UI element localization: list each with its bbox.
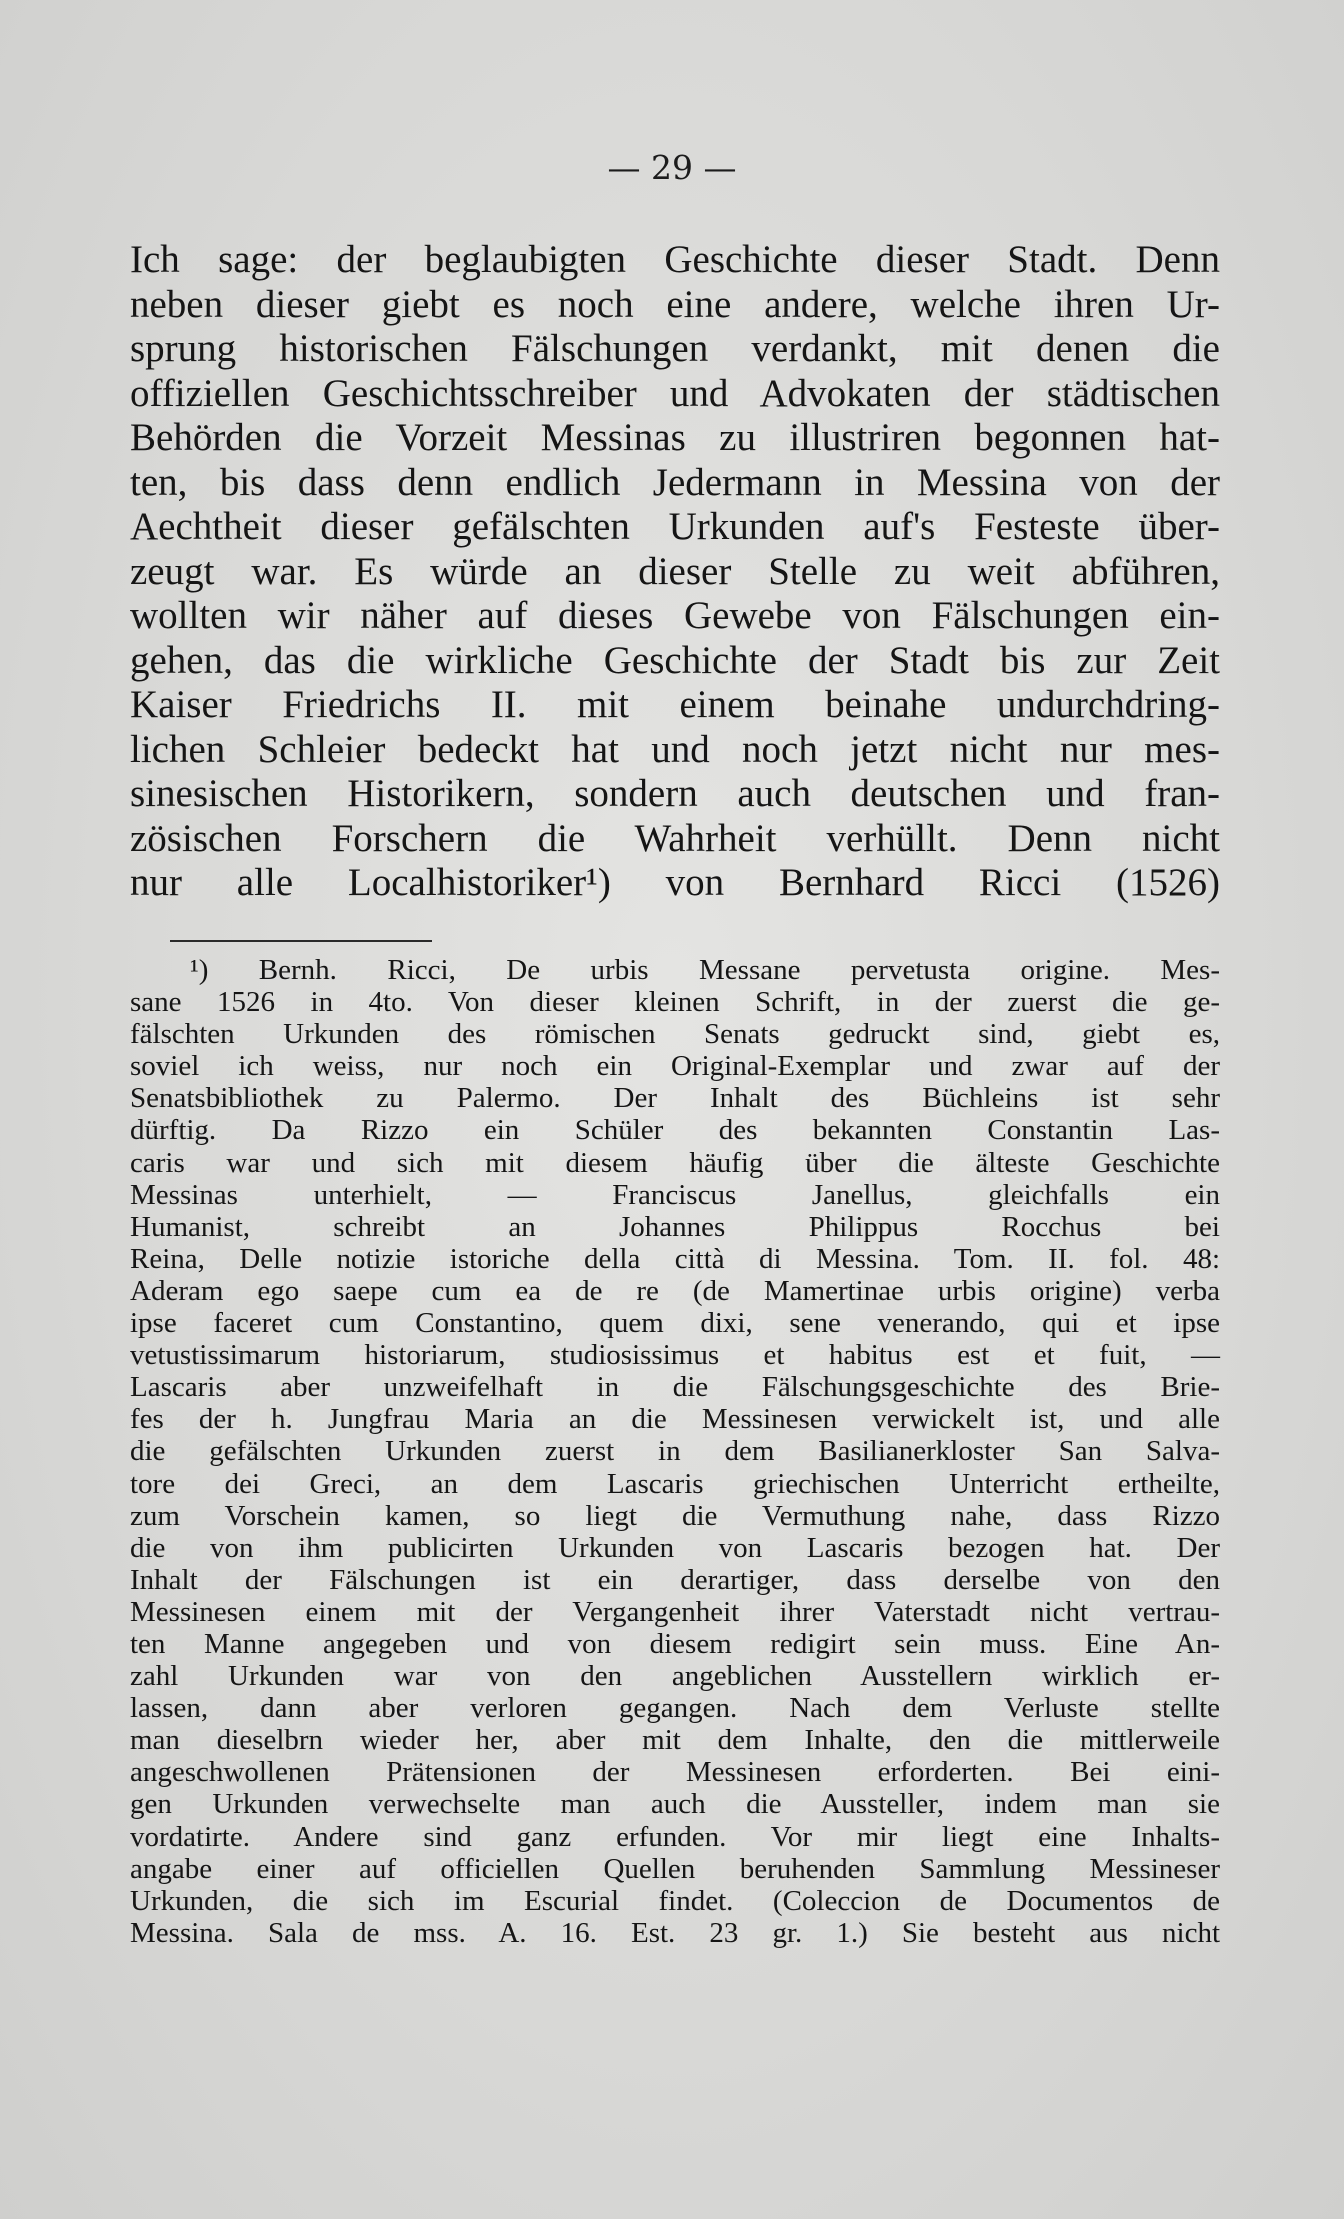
footnote-divider	[170, 940, 432, 942]
footnote	[130, 954, 1220, 1949]
text-line: offiziellen Geschichtsschreiber und Advokaten der städtischen	[130, 371, 1220, 415]
footnote-line: Aderam ego saepe cum ea de re (de Mamertinae urbis origine) verba	[130, 1274, 1220, 1307]
footnote-line: zahl Urkunden war von den angeblichen Ausstellern wirklich er-	[130, 1660, 1220, 1693]
footnote-line: Senatsbibliothek zu Palermo. Der Inhalt des Büchleins ist sehr	[130, 1082, 1220, 1115]
text-line: Aechtheit dieser gefälschten Urkunden auf's Festeste über-	[130, 505, 1220, 548]
footnote-line: vordatirte. Andere sind ganz erfunden. Vor mir liegt eine Inhalts-	[130, 1820, 1220, 1853]
footnote-line: Humanist, schreibt an Johannes Philippus Rocchus bei	[130, 1210, 1220, 1243]
text-line: Kaiser Friedrichs II. mit einem beinahe undurchdring-	[130, 683, 1220, 726]
text-line: sinesischen Historikern, sondern auch deutschen und fran-	[130, 772, 1220, 815]
footnote-line: fälschten Urkunden des römischen Senats gedruckt sind, giebt es,	[130, 1018, 1220, 1051]
footnote-line: man dieselbrn wieder her, aber mit dem Inhalte, den die mittlerweile	[130, 1724, 1220, 1757]
footnote-line: Lascaris aber unzweifelhaft in die Fälschungsgeschichte des Brie-	[130, 1371, 1220, 1404]
footnote-line: ¹) Bernh. Ricci, De urbis Messane pervetusta origine. Mes-	[190, 954, 1220, 986]
text-line: Behörden die Vorzeit Messinas zu illustriren begonnen hat-	[130, 416, 1220, 459]
footnote-line: soviel ich weiss, nur noch ein Original-Exemplar und zwar auf der	[130, 1050, 1220, 1083]
footnote-line: Messina. Sala de mss. A. 16. Est. 23 gr. 1.) Sie besteht aus nicht	[130, 1916, 1220, 1949]
footnote-line: gen Urkunden verwechselte man auch die Aussteller, indem man sie	[130, 1788, 1220, 1821]
footnote-line: lassen, dann aber verloren gegangen. Nach dem Verluste stellte	[130, 1692, 1220, 1725]
footnote-line: dürftig. Da Rizzo ein Schüler des bekannten Constantin Las-	[130, 1114, 1220, 1147]
text-line: gehen, das die wirkliche Geschichte der Stadt bis zur Zeit	[130, 638, 1220, 682]
text-line: neben dieser giebt es noch eine andere, welche ihren Ur-	[130, 282, 1220, 326]
footnote-line: tore dei Greci, an dem Lascaris griechischen Unterricht ertheilte,	[130, 1467, 1220, 1500]
text-line: sprung historischen Fälschungen verdankt, mit denen die	[130, 327, 1220, 370]
text-line: nur alle Localhistoriker¹) von Bernhard Ricci (1526)	[130, 861, 1220, 904]
page-number: — 29 —	[607, 148, 737, 187]
footnote-line: ipse faceret cum Constantino, quem dixi, sene venerando, qui et ipse	[130, 1307, 1220, 1340]
footnote-line: ten Manne angegeben und von diesem redigirt sein muss. Eine An-	[130, 1627, 1220, 1660]
footnote-line: caris war und sich mit diesem häufig über die älteste Geschichte	[130, 1146, 1220, 1179]
text-line: lichen Schleier bedeckt hat und noch jetzt nicht nur mes-	[130, 727, 1220, 771]
text-line: zösischen Forschern die Wahrheit verhüllt. Denn nicht	[130, 816, 1220, 860]
footnote-line: die gefälschten Urkunden zuerst in dem Basilianerkloster San Salva-	[130, 1435, 1220, 1468]
footnote-line: angabe einer auf officiellen Quellen beruhenden Sammlung Messineser	[130, 1852, 1220, 1885]
footnote-line: die von ihm publicirten Urkunden von Lascaris bezogen hat. Der	[130, 1531, 1220, 1564]
text-line: wollten wir näher auf dieses Gewebe von Fälschungen ein-	[130, 594, 1220, 637]
footnote-line: angeschwollenen Prätensionen der Messinesen erforderten. Bei eini-	[130, 1756, 1220, 1789]
text-line: Ich sage: der beglaubigten Geschichte dieser Stadt. Denn	[130, 238, 1220, 281]
text-line: ten, bis dass denn endlich Jedermann in Messina von der	[130, 460, 1220, 504]
main-text	[130, 238, 1220, 906]
footnote-line: fes der h. Jungfrau Maria an die Messinesen verwickelt ist, und alle	[130, 1403, 1220, 1436]
footnote-line: vetustissimarum historiarum, studiosissimus et habitus est et fuit, —	[130, 1339, 1220, 1372]
footnote-line: sane 1526 in 4to. Von dieser kleinen Schrift, in der zuerst die ge-	[130, 986, 1220, 1019]
footnote-line: Messinas unterhielt, — Franciscus Janellus, gleichfalls ein	[130, 1178, 1220, 1211]
text-line: zeugt war. Es würde an dieser Stelle zu weit abführen,	[130, 549, 1220, 593]
footnote-line: Messinesen einem mit der Vergangenheit ihrer Vaterstadt nicht vertrau-	[130, 1595, 1220, 1628]
footnote-line: Urkunden, die sich im Escurial findet. (Coleccion de Documentos de	[130, 1884, 1220, 1917]
footnote-line: Inhalt der Fälschungen ist ein derartiger, dass derselbe von den	[130, 1563, 1220, 1596]
footnote-line: zum Vorschein kamen, so liegt die Vermuthung nahe, dass Rizzo	[130, 1499, 1220, 1532]
footnote-line: Reina, Delle notizie istoriche della città di Messina. Tom. II. fol. 48:	[130, 1242, 1220, 1275]
